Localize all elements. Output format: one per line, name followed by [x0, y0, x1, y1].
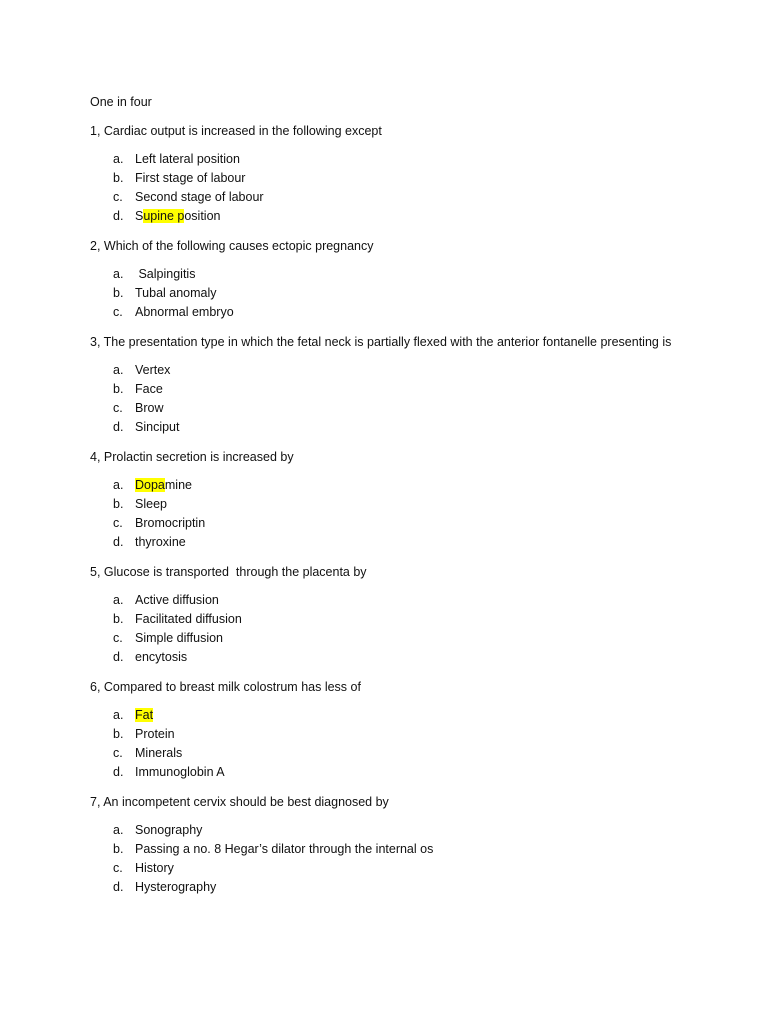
option-item [90, 591, 690, 610]
question-5 [90, 563, 690, 667]
question-text: 5, Glucose is transported through the placenta by [90, 565, 367, 579]
document-title: One in four [90, 95, 152, 109]
option-item [90, 265, 690, 284]
option-text: Hysterography [135, 880, 217, 894]
option-list [90, 591, 690, 667]
option-letter: b. [113, 842, 124, 856]
option-item [90, 303, 690, 322]
highlighted-answer: Fat [135, 708, 154, 722]
option-letter: a. [113, 708, 124, 722]
question-text: 7, An incompetent cervix should be best diagnosed by [90, 795, 389, 809]
highlighted-answer: upine p [143, 209, 185, 223]
option-list [90, 150, 690, 226]
option-text: Brow [135, 401, 164, 415]
option-item [90, 418, 690, 437]
option-text: thyroxine [135, 535, 186, 549]
option-list [90, 265, 690, 322]
option-text-pre: S [135, 209, 144, 223]
option-text: Vertex [135, 363, 171, 377]
option-letter: b. [113, 171, 124, 185]
option-text: Tubal anomaly [135, 286, 217, 300]
option-letter: c. [113, 861, 123, 875]
question-2 [90, 237, 690, 322]
option-list [90, 706, 690, 782]
option-text [135, 476, 192, 494]
option-letter: a. [113, 152, 124, 166]
option-item [90, 495, 690, 514]
option-letter: c. [113, 305, 123, 319]
option-item [90, 169, 690, 188]
option-text: History [135, 861, 174, 875]
option-letter: a. [113, 593, 124, 607]
question-text: 6, Compared to breast milk colostrum has less of [90, 680, 361, 694]
option-letter: c. [113, 631, 123, 645]
option-text: Face [135, 382, 163, 396]
option-item [90, 476, 690, 495]
option-item [90, 821, 690, 840]
option-item [90, 744, 690, 763]
option-item [90, 859, 690, 878]
option-text: Sleep [135, 497, 167, 511]
option-letter: b. [113, 727, 124, 741]
option-item [90, 706, 690, 725]
option-item [90, 207, 690, 226]
option-letter: a. [113, 363, 124, 377]
option-text: Salpingitis [135, 267, 196, 281]
option-text: Simple diffusion [135, 631, 224, 645]
option-letter: c. [113, 190, 123, 204]
option-letter: c. [113, 516, 123, 530]
option-letter: d. [113, 535, 124, 549]
option-letter: d. [113, 420, 124, 434]
question-6 [90, 678, 690, 782]
question-text: 1, Cardiac output is increased in the following except [90, 124, 382, 138]
option-item [90, 725, 690, 744]
option-letter: d. [113, 880, 124, 894]
option-letter: d. [113, 650, 124, 664]
option-text-post: osition [184, 209, 221, 223]
option-list [90, 361, 690, 437]
option-item [90, 514, 690, 533]
option-item [90, 361, 690, 380]
option-letter: b. [113, 497, 124, 511]
option-letter: c. [113, 746, 123, 760]
question-3 [90, 333, 690, 437]
option-item [90, 610, 690, 629]
option-text: Abnormal embryo [135, 305, 234, 319]
option-letter: a. [113, 267, 124, 281]
option-text: First stage of labour [135, 171, 246, 185]
option-item [90, 878, 690, 897]
highlighted-answer: Dopa [135, 478, 165, 492]
question-1 [90, 122, 690, 226]
option-item [90, 648, 690, 667]
option-item [90, 840, 690, 859]
option-item [90, 284, 690, 303]
option-item [90, 629, 690, 648]
option-text: Sonography [135, 823, 203, 837]
option-letter: d. [113, 209, 124, 223]
option-text: Facilitated diffusion [135, 612, 242, 626]
option-text: Protein [135, 727, 175, 741]
question-text: 3, The presentation type in which the fetal neck is partially flexed with the anterior fontanelle presenting is [90, 335, 672, 349]
option-letter: a. [113, 823, 124, 837]
option-text: Passing a no. 8 Hegar’s dilator through the internal os [135, 842, 434, 856]
option-list [90, 476, 690, 552]
option-text: Sinciput [135, 420, 180, 434]
option-item [90, 533, 690, 552]
option-text: Active diffusion [135, 593, 219, 607]
option-letter: d. [113, 765, 124, 779]
option-text [135, 207, 221, 225]
option-text: Left lateral position [135, 152, 240, 166]
option-item [90, 399, 690, 418]
question-text: 2, Which of the following causes ectopic pregnancy [90, 239, 374, 253]
option-letter: b. [113, 286, 124, 300]
option-text-post: mine [164, 478, 192, 492]
option-letter: c. [113, 401, 123, 415]
question-text: 4, Prolactin secretion is increased by [90, 450, 294, 464]
option-text: Bromocriptin [135, 516, 206, 530]
option-item [90, 150, 690, 169]
option-text: Second stage of labour [135, 190, 264, 204]
question-4 [90, 448, 690, 552]
option-item [90, 763, 690, 782]
option-text [135, 706, 153, 724]
option-letter: a. [113, 478, 124, 492]
option-letter: b. [113, 382, 124, 396]
option-text: encytosis [135, 650, 188, 664]
option-letter: b. [113, 612, 124, 626]
option-item [90, 188, 690, 207]
option-list [90, 821, 690, 897]
question-7 [90, 793, 690, 897]
option-item [90, 380, 690, 399]
document-content [90, 93, 690, 908]
option-text: Immunoglobin A [135, 765, 225, 779]
option-text: Minerals [135, 746, 183, 760]
